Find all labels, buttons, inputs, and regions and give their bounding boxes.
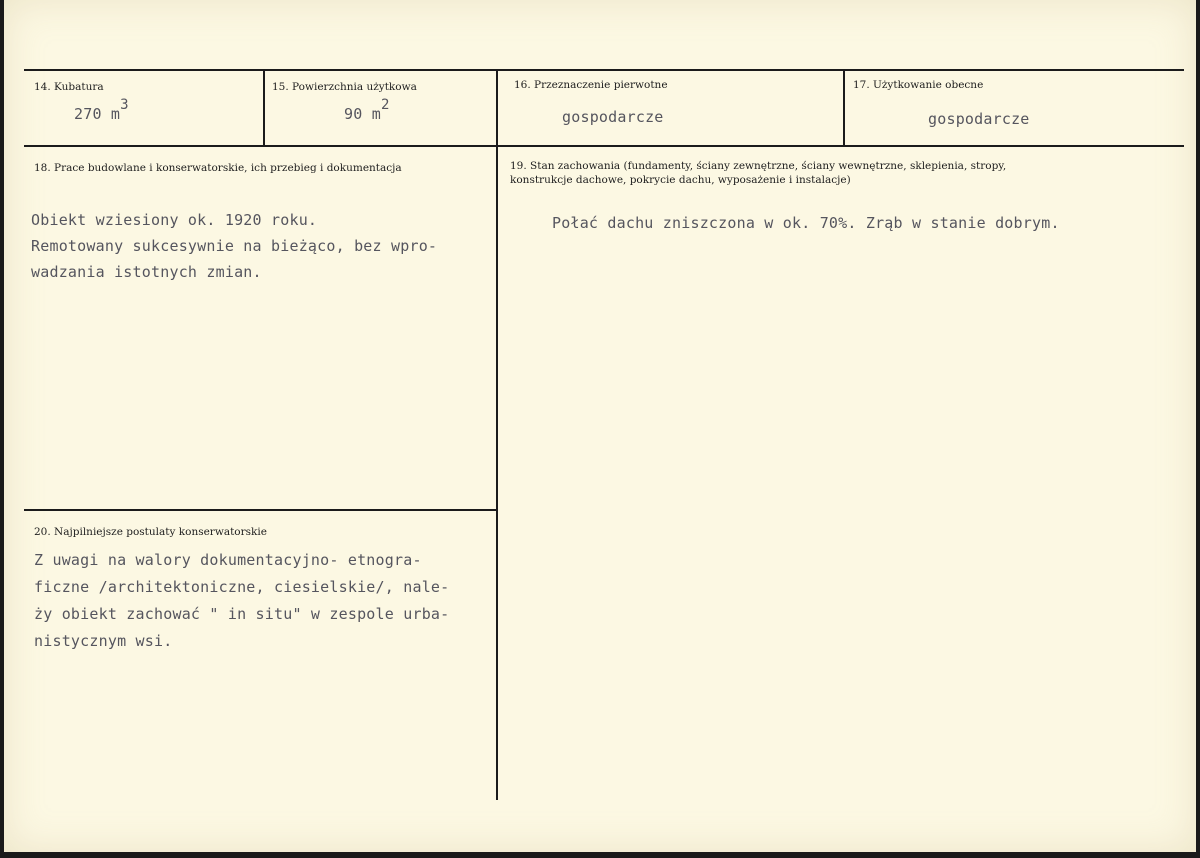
field-19-text: Połać dachu zniszczona w ok. 70%. Zrąb w stanie dobrym. bbox=[552, 214, 1060, 232]
field-17-label: 17. Użytkowanie obecne bbox=[853, 79, 984, 91]
field-14-number: 270 m bbox=[74, 105, 121, 123]
field-20-line: ży obiekt zachować " in situ" w zespole urba- bbox=[34, 605, 450, 623]
field-20-text bbox=[34, 547, 449, 655]
field-16-label: 16. Przeznaczenie pierwotne bbox=[514, 79, 668, 91]
field-15-label: 15. Powierzchnia użytkowa bbox=[272, 81, 417, 93]
top-rule bbox=[24, 69, 1184, 71]
field-15-exponent: 2 bbox=[380, 97, 390, 113]
field-18-label: 18. Prace budowlane i konserwatorskie, ich przebieg i dokumentacja bbox=[34, 162, 402, 174]
field-18-line: Remotowany sukcesywnie na bieżąco, bez wpro- bbox=[31, 237, 438, 255]
field-20-label: 20. Najpilniejsze postulaty konserwatorskie bbox=[34, 526, 267, 538]
field-14-label: 14. Kubatura bbox=[34, 81, 104, 93]
col-divider-16-17 bbox=[843, 70, 845, 146]
field-20-line: ficzne /architektoniczne, ciesielskie/, nale- bbox=[34, 578, 450, 596]
field-18-text bbox=[31, 207, 437, 285]
field-16-value: gospodarcze bbox=[562, 108, 664, 126]
section-divider-18-20 bbox=[24, 509, 497, 511]
col-divider-14-15 bbox=[263, 70, 265, 146]
field-19-label-line: konstrukcje dachowe, pokrycie dachu, wyposażenie i instalacje) bbox=[510, 174, 851, 186]
field-14-exponent: 3 bbox=[120, 97, 129, 113]
col-divider-15-16 bbox=[496, 70, 498, 800]
field-15-value bbox=[344, 97, 390, 127]
field-19-label bbox=[510, 159, 1006, 187]
field-20-line: Z uwagi na walory dokumentacyjno- etnogra- bbox=[34, 551, 422, 569]
field-17-value: gospodarcze bbox=[928, 110, 1030, 128]
field-15-number: 90 m bbox=[344, 105, 381, 123]
record-card bbox=[4, 0, 1196, 852]
field-19-label-line: 19. Stan zachowania (fundamenty, ściany zewnętrzne, ściany wewnętrzne, sklepienia, stropy, bbox=[510, 160, 1007, 172]
field-14-value bbox=[74, 97, 129, 127]
field-20-line: nistycznym wsi. bbox=[34, 632, 173, 650]
field-18-line: Obiekt wziesiony ok. 1920 roku. bbox=[31, 211, 318, 229]
row-divider bbox=[24, 145, 1184, 147]
field-18-line: wadzania istotnych zmian. bbox=[31, 263, 262, 281]
